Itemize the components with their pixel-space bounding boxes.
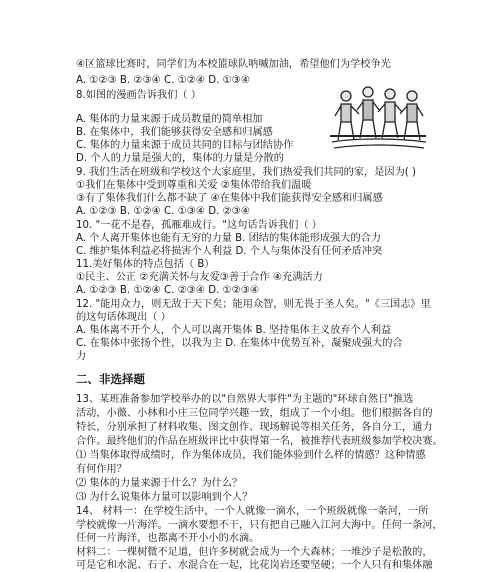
q8-option-b: B. 在集体中，我们能够获得安全感和归属感 xyxy=(76,127,273,138)
q8-option-d: D. 个人的力量是强大的，集体的力量是分散的 xyxy=(76,153,284,164)
q10-options-cd: C. 维护集体利益必将损害个人利益 D. 个人与集体没有任何矛盾冲突 xyxy=(76,246,383,257)
q9-items-3-4: ③有了集体我们什么都不缺了 ④在集体中我们能获得安全感和归属感 xyxy=(76,193,383,204)
q14-material-1-b: 学校就像一片海洋。一滴水要想不干，只有把自己融入江河大海中。任何一条河， xyxy=(76,520,443,531)
q13-sub-1-cont: 有何作用？ xyxy=(76,464,127,475)
q12-wrap: 力 xyxy=(76,351,87,362)
q13-sub-3: ⑶ 为什么说集体力量可以影响到个人？ xyxy=(76,492,253,503)
q14-material-1-c: 任何一片海洋，也都离不开小小的水滴。 xyxy=(76,533,260,544)
q9-items-1-2: ①我们在集体中受到尊重和关爱 ②集体带给我们温暖 xyxy=(76,180,312,191)
q11-items: ①民主、公正 ②充满关怀与友爱③善于合作 ④充满活力 xyxy=(76,272,323,283)
q12-stem-1: 12. "能用众力，则无敌于天下矣；能用众智，则无畏于圣人矣。"《三国志》里 xyxy=(76,299,431,310)
cartoon-team-icon xyxy=(326,80,430,158)
q13-para-3: 特长，分别承担了材料收集、图文创作、现场解说等相关任务，各自分工，通力 xyxy=(76,422,433,433)
q12-stem-2: 的这句话体现出（ ） xyxy=(76,312,171,323)
q14-material-2-a: 材料二：一棵树微不足道，但许多树就会成为一个大森林；一堆沙子是松散的， xyxy=(76,547,433,558)
q8-option-c: C. 集体的力量来源于成员共同的目标与团结协作 xyxy=(76,140,294,151)
q10-options-ab: A. 个人离开集体也能有无穷的力量 B. 团结的集体能形成强大的合力 xyxy=(76,233,382,244)
q13-sub-1: ⑴ 当集体取得成绩时，作为集体成员，我们能体验到什么样的情感？这种情感 xyxy=(76,450,426,461)
q9-stem: 9. 我们生活在班级和学校这个大家庭里，我们热爱我们共同的家，是因为( ) xyxy=(76,167,416,178)
q7-options: A. ①②③ B. ②③④ C. ①②④ D. ①③④ xyxy=(76,75,250,86)
q10-stem: 10. "一花不是春，孤雁难成行。"这句话告诉我们（ ） xyxy=(76,220,322,231)
q14-material-2-b: 可是它和水泥、石子、水混合在一起，比花岗岩还要坚硬；一个人只有和集体融 xyxy=(76,560,433,571)
q11-stem: 11.美好集体的特点包括（ B） xyxy=(76,259,215,270)
q13-para-1: 13、某班准备参加学校举办的以"自然界大事件"为主题的"环球自然日"推选 xyxy=(76,394,414,405)
q12-options-cd: C. 在集体中张扬个性，以我为主 D. 在集体中优势互补，凝聚成强大的合 xyxy=(76,338,403,349)
q9-options: A. ①②③ B. ①②④ C. ①③④ D. ②③④ xyxy=(76,206,250,217)
q8-option-a: A. 集体的力量来源于成员数量的简单相加 xyxy=(76,114,263,125)
q8-stem: 8.如图的漫画告诉我们（ ） xyxy=(76,90,202,101)
q13-sub-2: ⑵ 集体的力量来源于什么？为什么？ xyxy=(76,478,243,489)
q14-material-1-a: 14、 材料一：在学校生活中，一个人就像一滴水，一个班级就像一条河，一所 xyxy=(76,506,429,517)
section-title-nonchoice: 二、非选择题 xyxy=(76,372,145,386)
q12-options-ab: A. 集体离不开个人，个人可以离开集体 B. 坚持集体主义放弃个人利益 xyxy=(76,325,392,336)
q13-para-2: 活动，小薇、小林和小庄三位同学兴趣一致，组成了一个小组。他们根据各自的 xyxy=(76,408,433,419)
q13-para-4: 合作。最终他们的作品在班级评比中获得第一名，被推荐代表班级参加学校决赛。 xyxy=(76,436,443,447)
q11-options: A. ①②③ B. ①②④ C. ②③④ D. ①②③④ xyxy=(76,285,260,296)
q7-item-4: ④区篮球比赛时，同学们为本校篮球队呐喊加油，希望他们为学校争光 xyxy=(76,59,391,70)
